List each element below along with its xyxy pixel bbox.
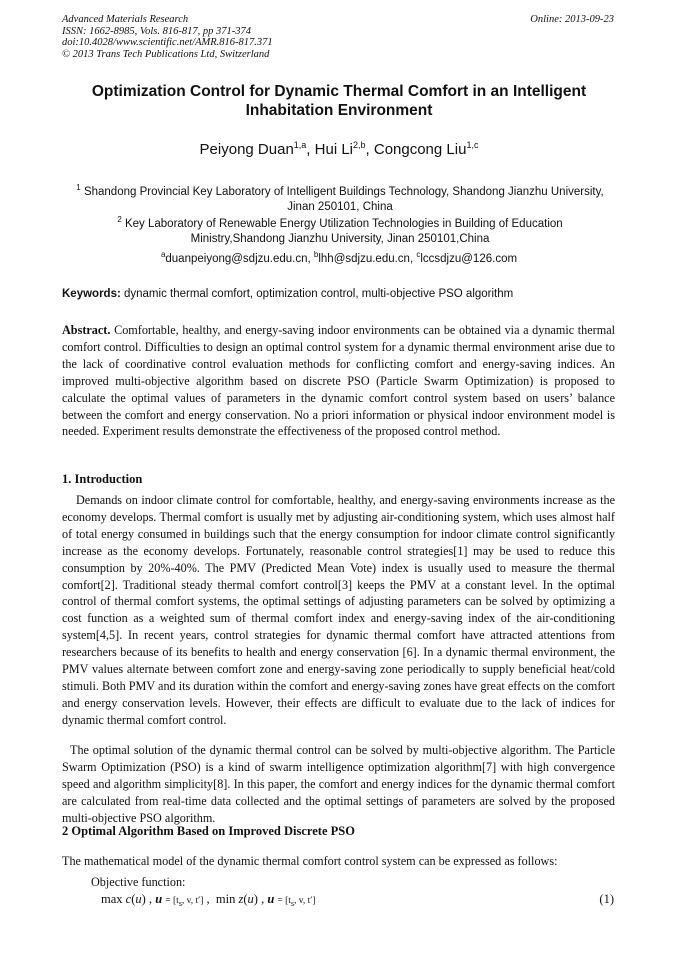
email-list [60,250,618,265]
eq-vector-sub: s [178,898,182,908]
affiliation-sup: 1 [76,183,81,192]
author-name: Congcong Liu [373,141,467,158]
equation-1: max c(u) , $u = [t_s$, v, t′] , min z(u) , $u = [t_s$, v, t′] [101,892,316,908]
paper-title: Optimization Control for Dynamic Thermal Comfort in an Intelligent Inhabitation Environment [91,83,587,119]
author-list: Peiyong Duan$^{1,a}$, Hui Li$^{2,b}$, Congcong Liu$^{1,c}$ [199,140,479,158]
author-sup: 1,a [293,140,307,150]
abstract [62,322,615,440]
affiliation-text: Key Laboratory of Renewable Energy Utilization Technologies in Building of Education Ministry,Shandong Jianzhu University, Jinan 250101,China [124,218,563,245]
eq-vector-open: = [t [165,896,179,906]
author-sup: 2,b [353,140,366,150]
introduction-paragraph-2: The optimal solution of the dynamic thermal control can be solved by multi-objective algorithm. The Particle Swarm Optimization (PSO) is a kind of swarm intelligence optimization algorithm[7] with high convergence speed and algorithm simplicity[8]. In this paper, the comfort and energy indices for the dynamic thermal comfort are calculated from real-time data collected and the optimal settings of parameters are solved by the proposed multi-objective PSO algorithm. [62,743,615,825]
eq-u: u [135,892,142,906]
abstract-text: Comfortable, healthy, and energy-saving indoor environments can be obtained via a dynamic thermal comfort control. Difficulties to design an optimal control system for a dynamic thermal environment arise due to the lack of coordinative control evaluation methods for conflicting comfort and energy-saving indices. An improved multi-objective algorithm based on discrete PSO (Particle Swarm Optimization) is proposed to calculate the optimal values of parameters in the dynamic comfort control system based on users’ balance between the comfort and energy conservation. No a priori information or physical indoor environment model is needed. Experiment results demonstrate the effectiveness of the proposed control method. [62,323,616,439]
author-name: Hui Li [314,141,353,158]
affiliation-sup: 2 [117,215,122,224]
eq-min: min [215,892,236,906]
email-sup: a [160,250,166,259]
eq-vector-rest: , v, t′] [294,896,316,906]
email-address[interactable]: lccsdjzu@126.com [420,253,518,265]
eq-z: z [238,892,244,906]
section-heading-introduction: 1. Introduction [62,472,143,486]
keywords [62,288,618,300]
eq-vector-sub: s [290,898,295,908]
abstract-label: Abstract. [62,323,111,337]
eq-u-vector: u [155,892,163,906]
eq-u: u [247,892,254,906]
affiliation-2 [70,212,610,247]
online-date: Online: 2013-09-23 [530,14,614,25]
eq-u-vector: u [267,892,275,906]
doi-line: doi:10.4028/www.scientific.net/AMR.816-817.371 [62,37,273,48]
email-address[interactable]: duanpeiyong@sdjzu.edu.cn, [165,253,311,265]
objective-label: Objective function: [91,875,186,889]
journal-name: Advanced Materials Research [62,14,189,25]
eq-c: c [125,892,132,906]
equation-number: (1) [599,892,614,906]
affiliation-1 [70,180,610,215]
email-address[interactable]: lhh@sdjzu.edu.cn, [318,253,414,265]
introduction-paragraph-1: Demands on indoor climate control for comfortable, healthy, and energy-saving environments increase as the economy develops. Thermal comfort is usually met by adjusting air-conditioning system, which uses almost half of total energy consumed in buildings such that the energy consumption for indoor climate control significantly increase as the economy develops. Fortunately, reasonable control strategies[1] may be used to reduce this consumption by 20%-40%. The PMV (Predicted Mean Vote) index is usually used to measure the thermal comfort[2]. Traditional steady thermal comfort control[3] keeps the PMV at a constant level. In the optimal control of thermal comfort systems, the optimal settings of adjusting parameters can be solved by optimizing a cost function as a weighted sum of thermal comfort index and energy-saving index of the air-conditioning system[4,5]. In recent years, control strategies for dynamic thermal comfort have attracted attentions from researchers because of its benefits to health and energy conservation [6]. In a dynamic thermal environment, the PMV values alternate between comfort zone and energy-saving zone periodically to supply beneficial heat/cold stimuli. Both PMV and its duration within the comfort and energy-saving zones have great effects on the comfort and energy conservation levels. However, their effects are difficult to evaluate due to the lack of indices for dynamic thermal comfort control. [62,493,615,727]
eq-vector-open: = [t [277,896,291,906]
model-paragraph: The mathematical model of the dynamic thermal comfort control system can be expressed as follows: [62,854,558,868]
copyright-line: © 2013 Trans Tech Publications Ltd, Switzerland [62,48,270,60]
eq-max: max [101,892,123,906]
eq-vector-rest: , v, t′] [181,896,204,906]
affiliation-text: Shandong Provincial Key Laboratory of Intelligent Buildings Technology, Shandong Jianzhu University, Jinan 250101, China [83,186,604,213]
keywords-text: dynamic thermal comfort, optimization control, multi-objective PSO algorithm [124,288,514,300]
author-sup: 1,c [466,140,479,150]
email-sup: b [313,250,319,259]
journal-header [62,14,273,60]
issn-line: ISSN: 1662-8985, Vols. 816-817, pp 371-374 [62,25,251,37]
section-heading-algorithm: 2 Optimal Algorithm Based on Improved Discrete PSO [62,824,355,838]
email-sup: c [416,250,421,259]
keywords-label: Keywords: [62,288,121,300]
author-name: Peiyong Duan [199,141,294,158]
